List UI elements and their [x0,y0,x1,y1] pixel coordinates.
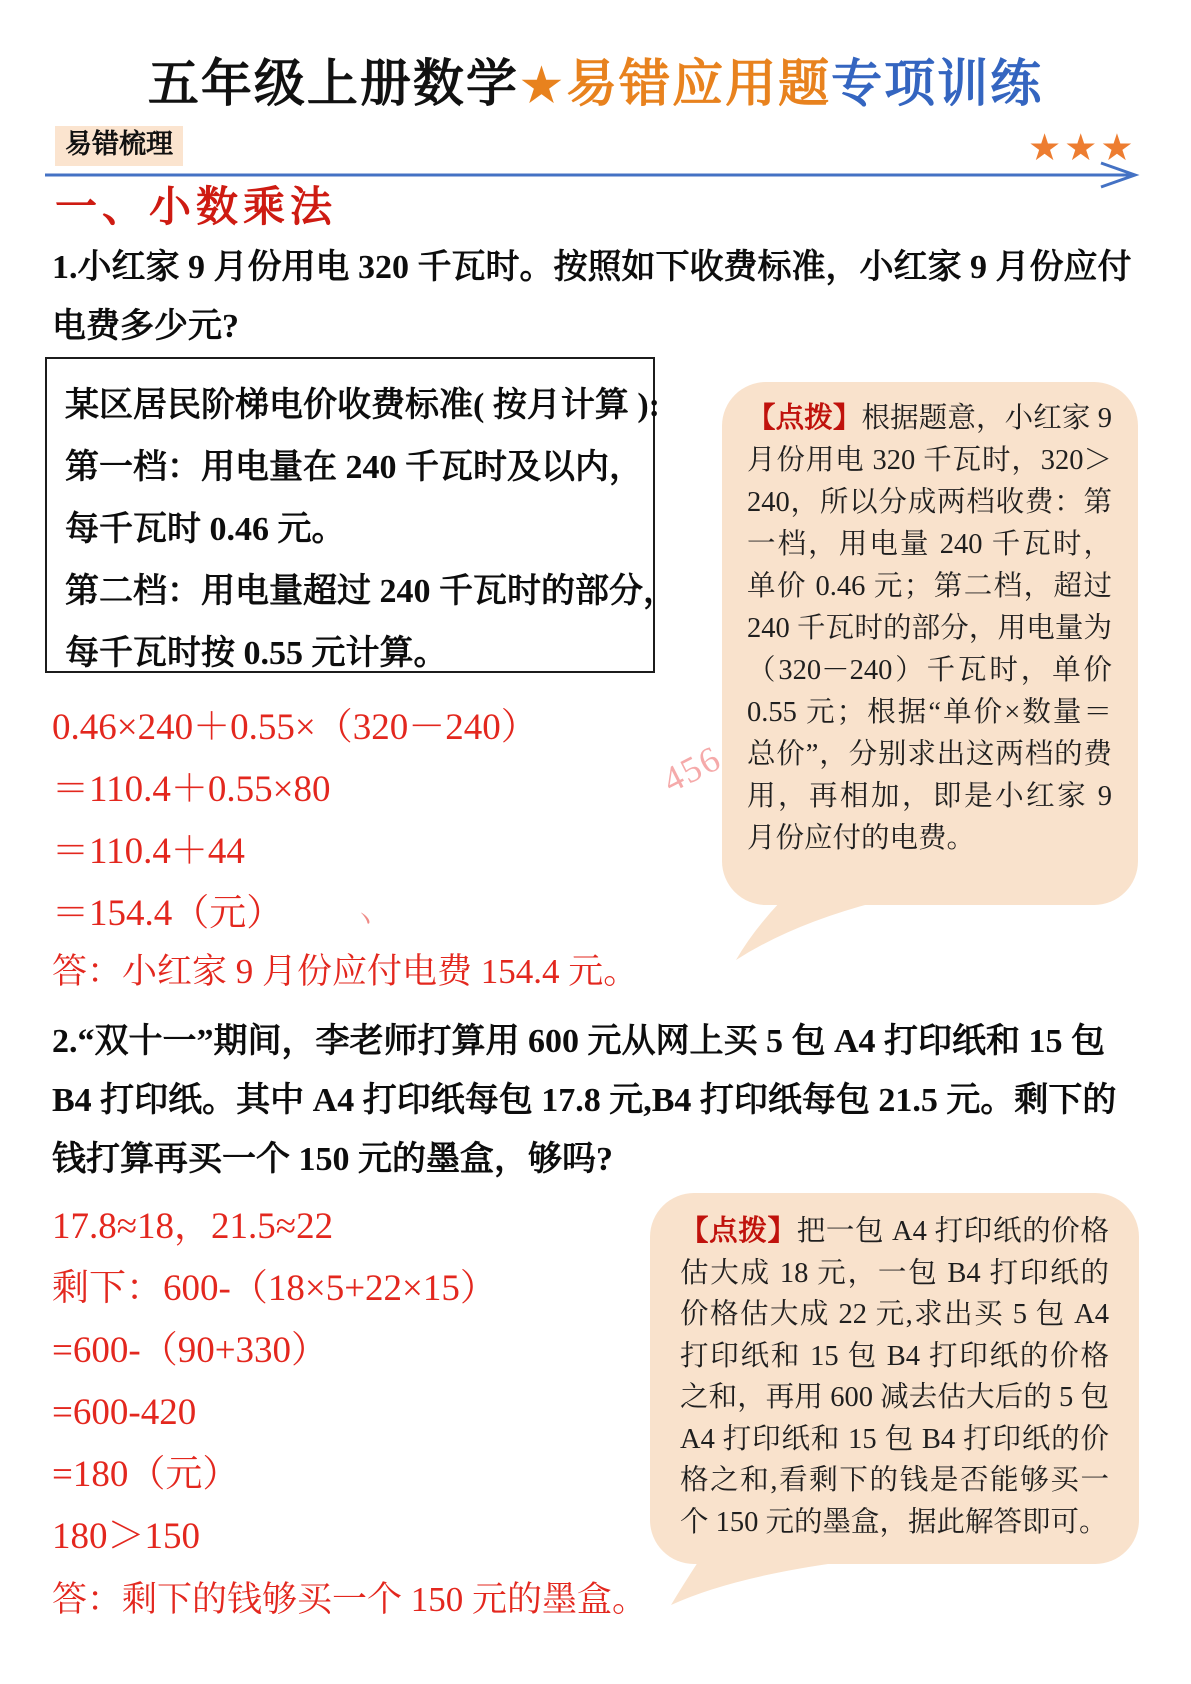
pricing-standard-box [45,357,677,673]
problem1-answer: 答：小红家 9 月份应付电费 154.4 元。 [52,952,639,991]
difficulty-stars: ★★★ [1028,128,1137,169]
problem2-solution [52,1196,497,1568]
speech-bubble-tail-icon [650,1559,850,1614]
title-topic-part: 易错应用题 [566,57,832,113]
page-title [0,42,1191,116]
watermark: 456 [656,737,728,801]
solution-step: 180＞150 [52,1516,200,1557]
title-grade-part: 五年级上册数学 [147,57,519,113]
star-icon: ★ [520,60,565,111]
solution-step: 0.46×240＋0.55×（320－240） [52,707,538,748]
hint-label: 【点拨】 [680,1216,797,1247]
solution-step: ＝154.4（元） [52,893,284,934]
pricing-line: 第二档：用电量超过 240 千瓦时的部分， [65,573,677,610]
solution-step: =600-420 [52,1392,197,1433]
pricing-line: 某区居民阶梯电价收费标准( 按月计算 ): [65,387,660,424]
hint-text: 把一包 A4 打印纸的价格估大成 18 元，一包 B4 打印纸的价格估大成 22 元,求出买 5 包 A4 打印纸和 15 包 B4 打印纸的价格之和，再用 600 减去估大后的 5 包 A4 打印纸和 15 包 B4 打印纸的价格之和,看剩下的钱是否能够买一个 150 元的墨盒，据此解答即可。 [680,1216,1109,1538]
pricing-line: 第一档：用电量在 240 千瓦时及以内， [65,449,643,486]
stray-pen-mark: 丶 [349,904,380,937]
solution-step: 17.8≈18，21.5≈22 [52,1206,334,1247]
speech-bubble-tail-icon [700,900,890,970]
hint-bubble-1-content [722,382,1138,870]
problem2-text: 2.“双十一”期间，李老师打算用 600 元从网上买 5 包 A4 打印纸和 15 包 B4 打印纸。其中 A4 打印纸每包 17.8 元,B4 打印纸每包 21.5 元。剩下的钱打算再买一个 150 元的墨盒，够吗? [52,1023,1117,1178]
problem1-solution [52,697,538,945]
solution-step: =600-（90+330） [52,1330,329,1371]
problem1-text: 1.小红家 9 月份用电 320 千瓦时。按照如下收费标准，小红家 9 月份应付电费多少元? [52,249,1132,345]
title-training-part: 专项训练 [831,57,1044,113]
hint-bubble-2-content [650,1193,1139,1553]
pricing-line: 每千瓦时按 0.55 元计算。 [65,635,448,672]
pricing-line: 每千瓦时 0.46 元。 [65,511,346,548]
error-review-tag: 易错梳理 [55,126,183,166]
problem2-answer: 答：剩下的钱够买一个 150 元的墨盒。 [52,1580,648,1619]
hint-label: 【点拨】 [747,403,862,434]
solution-step: =180（元） [52,1454,240,1495]
section-heading: 一、小数乘法 [55,185,338,231]
solution-step: ＝110.4＋44 [52,831,245,872]
hint-bubble-1 [722,382,1138,905]
solution-step: 剩下：600-（18×5+22×15） [52,1268,497,1309]
solution-step: ＝110.4＋0.55×80 [52,769,331,810]
hint-bubble-2 [650,1193,1139,1564]
hint-text: 根据题意，小红家 9 月份用电 320 千瓦时，320＞240，所以分成两档收费：第一档，用电量 240 千瓦时，单价 0.46 元；第二档，超过 240 千瓦时的部分，用电量为（320－240）千瓦时，单价 0.55 元；根据“单价×数量＝总价”，分别求出这两档的费用，再相加，即是小红家 9 月份应付的电费。 [747,403,1112,854]
